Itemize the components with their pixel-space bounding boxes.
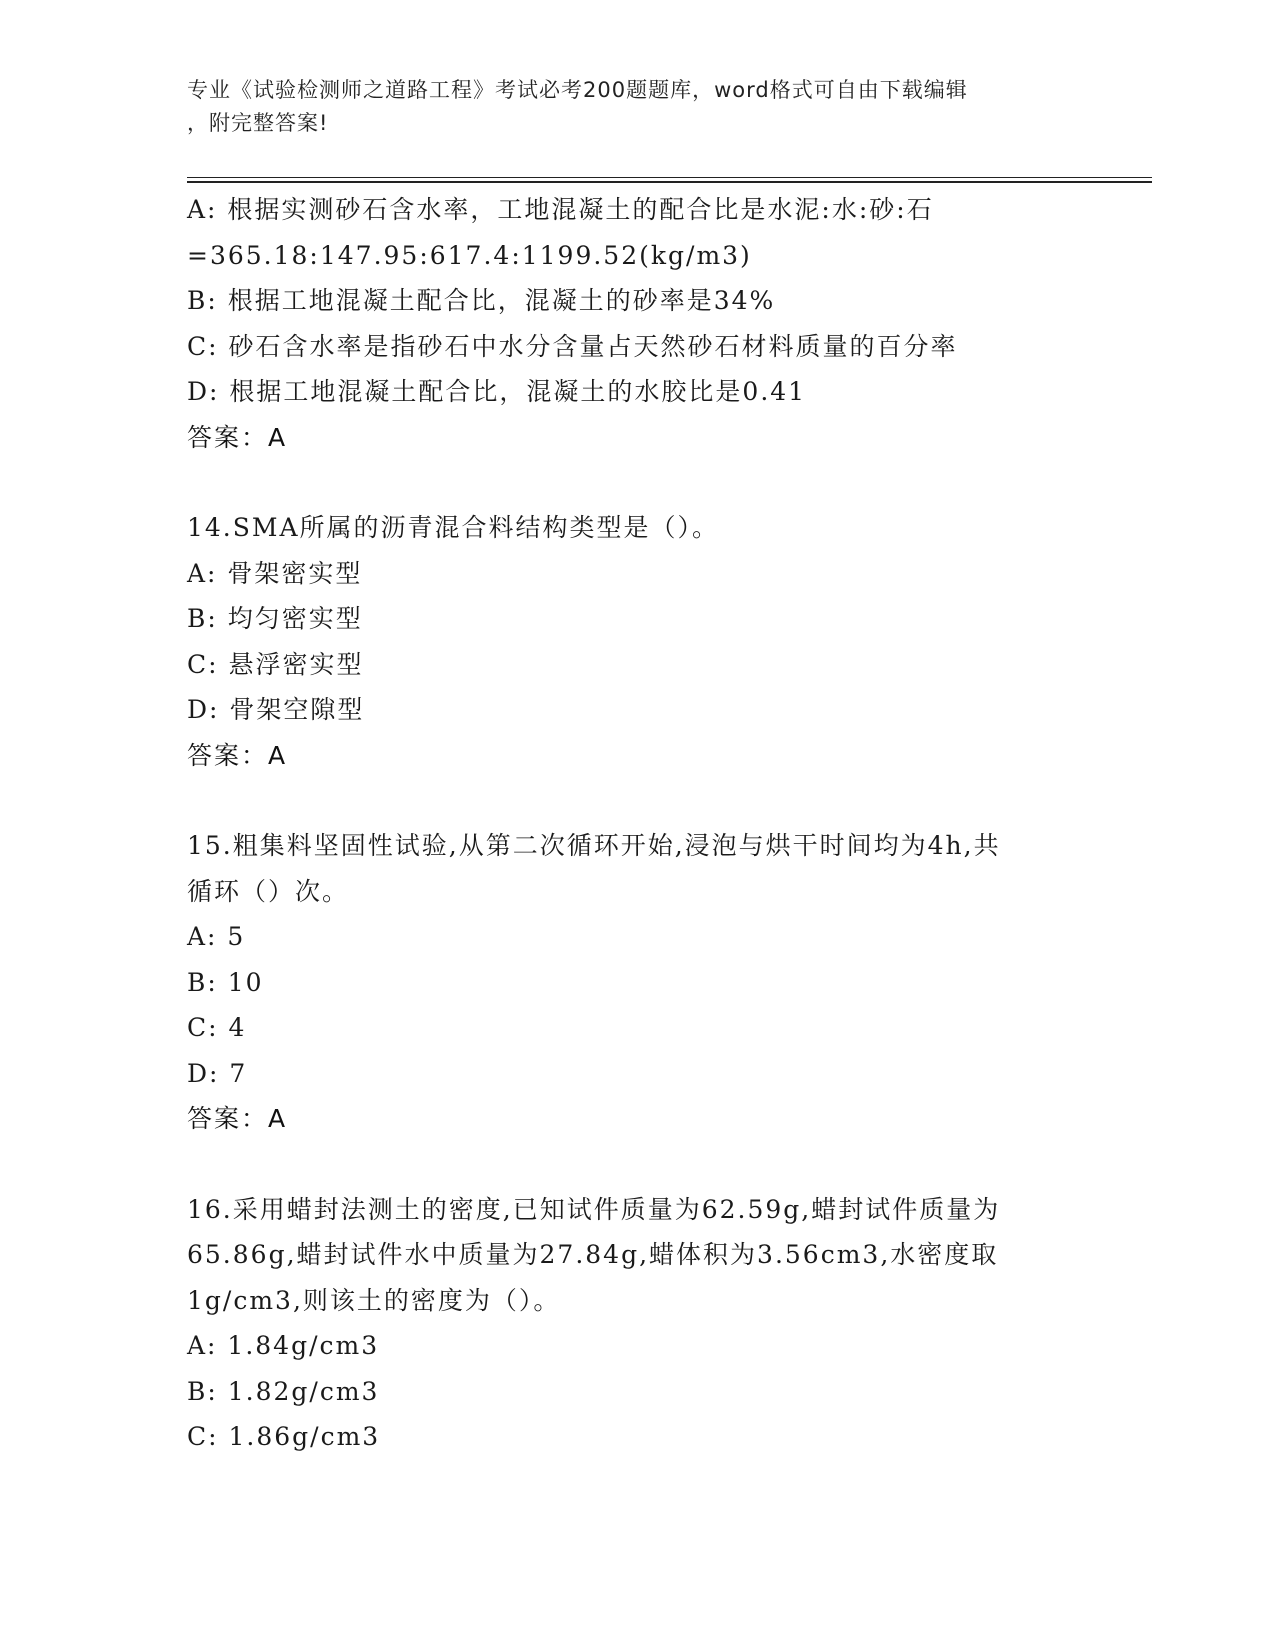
option-c: C: 1.86g/cm3 xyxy=(187,1422,381,1451)
question-stem: 15.粗集料坚固性试验,从第二次循环开始,浸泡与烘干时间均为4h,共 xyxy=(187,831,1001,860)
question-13 xyxy=(187,187,1087,460)
question-stem-continued: 65.86g,蜡封试件水中质量为27.84g,蜡体积为3.56cm3,水密度取 xyxy=(187,1240,999,1269)
header-divider-thick xyxy=(187,181,1152,183)
question-15 xyxy=(187,823,1087,1142)
spacer xyxy=(187,1142,1087,1187)
option-c: C: 悬浮密实型 xyxy=(187,649,364,679)
option-a: A: 1.84g/cm3 xyxy=(187,1331,380,1360)
document-header xyxy=(187,74,1087,140)
header-divider-thin xyxy=(187,177,1152,178)
header-title-line-2: ，附完整答案! xyxy=(187,111,329,135)
option-d: D: 骨架空隙型 xyxy=(187,695,365,724)
answer-label: 答案：A xyxy=(187,740,288,770)
question-14 xyxy=(187,505,1087,778)
spacer xyxy=(187,778,1087,823)
question-16 xyxy=(187,1187,1087,1460)
header-title-line: 专业《试验检测师之道路工程》考试必考200题题库，word格式可自由下载编辑 xyxy=(187,78,968,102)
answer-label: 答案：A xyxy=(187,422,288,452)
option-c: C: 砂石含水率是指砂石中水分含量占天然砂石材料质量的百分率 xyxy=(187,331,958,361)
option-a-continued: =365.18:147.95:617.4:1199.52(kg/m3) xyxy=(187,240,752,270)
question-stem: 16.采用蜡封法测土的密度,已知试件质量为62.59g,蜡封试件质量为 xyxy=(187,1194,1001,1224)
option-a: A: 5 xyxy=(187,922,246,951)
option-b: B: 1.82g/cm3 xyxy=(187,1376,380,1406)
option-a: A: 根据实测砂石含水率，工地混凝土的配合比是水泥:水:砂:石 xyxy=(187,195,934,224)
option-a: A: 骨架密实型 xyxy=(187,558,363,588)
option-b: B: 根据工地混凝土配合比，混凝土的砂率是34% xyxy=(187,286,776,315)
option-d: D: 根据工地混凝土配合比，混凝土的水胶比是0.41 xyxy=(187,377,807,406)
question-stem-continued: 1g/cm3,则该土的密度为（）。 xyxy=(187,1285,561,1315)
option-b: B: 10 xyxy=(187,967,264,997)
answer-label: 答案：A xyxy=(187,1104,288,1133)
option-b: B: 均匀密实型 xyxy=(187,604,363,633)
option-c: C: 4 xyxy=(187,1013,247,1042)
spacer xyxy=(187,460,1087,505)
question-list xyxy=(187,187,1087,1460)
option-d: D: 7 xyxy=(187,1058,248,1088)
question-stem: 14.SMA所属的沥青混合料结构类型是（）。 xyxy=(187,513,720,542)
question-stem-continued: 循环（）次。 xyxy=(187,876,350,906)
